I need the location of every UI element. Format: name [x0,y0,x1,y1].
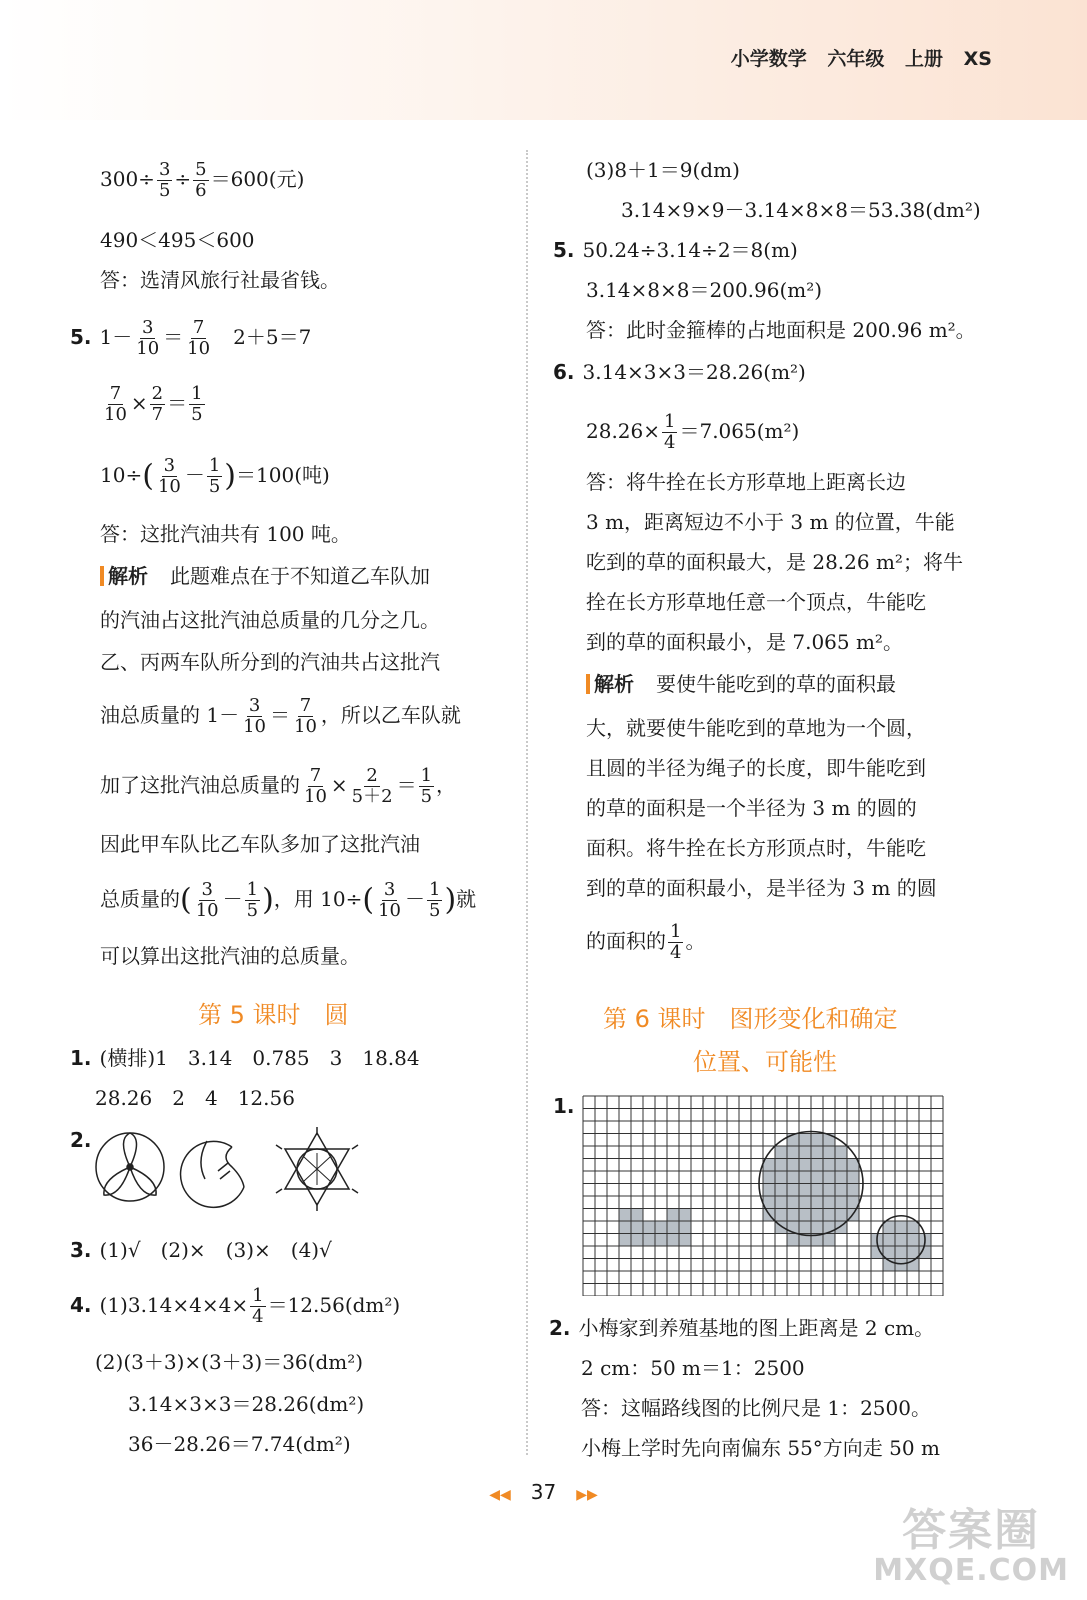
shaded-cell [787,1171,799,1184]
shaded-cell [655,1221,667,1234]
shaded-cell [667,1234,679,1247]
answer-line: $\frac{7}{10}$ × $\frac{2}{7}$ ＝ $\frac{1}{5}$ [104,383,203,425]
section-question-4: 4. (1)3.14×4×4× $\frac{1}{4}$ ＝12.56(dm²) [70,1285,401,1327]
column-divider [526,150,528,1455]
page-header [731,44,992,71]
shaded-cell [835,1171,847,1184]
answer-line: 答：此时金箍棒的占地面积是 200.96 m²。 [586,318,976,342]
analysis-line: 可以算出这批汽油的总质量。 [100,944,360,968]
analysis-line: 的面积的 $\frac{1}{4}$ 。 [586,921,706,963]
shaded-cell [847,1184,859,1197]
answer-line: 490＜495＜600 [100,228,255,252]
shaded-cell [799,1171,811,1184]
shaded-cell [811,1134,823,1147]
circle-flower-pattern [96,1133,164,1201]
shaded-cell [667,1221,679,1234]
shaded-cell [787,1184,799,1197]
analysis-line: 加了这批汽油总质量的 $\frac{7}{10}$ × $\frac{2}{5+2}$ ＝ $\frac{1}{5}$ ， [100,765,457,807]
analysis-tag: 解析 [100,566,154,586]
shaded-cell [811,1221,823,1234]
shaded-cell [811,1209,823,1222]
answer-line: 小梅上学时先向南偏东 55°方向走 50 m [581,1436,940,1460]
shaded-cell [835,1196,847,1209]
shaded-cell [787,1146,799,1159]
shaded-cell [847,1171,859,1184]
shaded-cell [823,1234,835,1247]
shaded-cell [643,1234,655,1247]
analysis-line: 大，就要使牛能吃到的草地为一个圆， [586,716,926,740]
analysis-line: 解析 此题难点在于不知道乙车队加 [100,566,430,586]
shaded-cell [835,1159,847,1172]
shaded-cell [895,1234,907,1247]
shaded-cell [775,1171,787,1184]
shaded-cell [775,1209,787,1222]
answer-line: 答：将牛拴在长方形草地上距离长边 [586,470,906,494]
shaded-cell [799,1184,811,1197]
shaded-cell [823,1159,835,1172]
shaded-cell [679,1221,691,1234]
analysis-line: 的汽油占这批汽油总质量的几分之几。 [100,608,440,632]
section-question-1: 1. (横排)1 3.14 0.785 3 18.84 [70,1046,420,1070]
shaded-cell [763,1171,775,1184]
circle-bite-pattern [181,1141,244,1207]
shaded-cell [835,1209,847,1222]
section-question-1: 1. [553,1094,575,1118]
shaded-cell [655,1234,667,1247]
answer-line: 3 m，距离短边不小于 3 m 的位置，牛能 [586,510,955,534]
star-in-circle-pattern [276,1127,358,1211]
shaded-cell [823,1184,835,1197]
header-grade: 六年级 [827,48,885,70]
answer-line: 答：选清风旅行社最省钱。 [100,268,340,292]
next-arrows-icon: ▶▶ [576,1487,598,1503]
shaded-cell [883,1234,895,1247]
answer-line: 3.14×3×3＝28.26(dm²) [128,1392,365,1416]
prev-arrows-icon: ◀◀ [489,1487,511,1503]
shaded-cell [811,1171,823,1184]
shaded-cell [799,1221,811,1234]
section-title: 位置、可能性 [693,1048,837,1076]
analysis-line: 乙、丙两车队所分到的汽油共占这批汽 [100,650,440,674]
shaded-cell [631,1234,643,1247]
shaded-cell [799,1146,811,1159]
shaded-cell [823,1146,835,1159]
shaded-cell [811,1196,823,1209]
shaded-cell [799,1196,811,1209]
section-title: 第 5 课时 圆 [198,1001,349,1029]
question-6: 6. 3.14×3×3＝28.26(m²) [553,360,806,384]
answer-line: 28.26× $\frac{1}{4}$ ＝7.065(m²) [586,411,800,453]
question-5: 5. 1－ $\frac{3}{10}$ ＝ $\frac{7}{10}$ 2＋5＝7 [70,317,312,359]
shaded-cell [835,1146,847,1159]
shaded-cell [619,1234,631,1247]
shaded-cell [799,1134,811,1147]
analysis-line: 的草的面积是一个半径为 3 m 的圆的 [586,796,917,820]
answer-line: 36－28.26＝7.74(dm²) [128,1432,351,1456]
shaded-cell [775,1196,787,1209]
shaded-cell [787,1159,799,1172]
shaded-cell [643,1221,655,1234]
answer-line: (2)(3＋3)×(3＋3)＝36(dm²) [95,1350,364,1374]
page-number: ◀◀ 37 ▶▶ [489,1480,598,1504]
analysis-line: 到的草的面积最小，是半径为 3 m 的圆 [586,876,937,900]
shaded-cell [823,1209,835,1222]
shaded-cell [823,1196,835,1209]
grid-figure [581,1094,949,1296]
analysis-line: 因此甲车队比乙车队多加了这批汽油 [100,832,420,856]
shaded-cell [907,1234,919,1247]
shaded-cell [679,1209,691,1222]
answer-line: 答：这幅路线图的比例尺是 1：2500。 [581,1396,931,1420]
watermark-logo: 答案圈 MXQE.COM [873,1505,1069,1588]
answer-line: 3.14×8×8＝200.96(m²) [586,278,823,302]
shaded-cell [799,1159,811,1172]
shaded-cell [631,1221,643,1234]
shaded-cell [799,1209,811,1222]
answer-line: 2 cm：50 m＝1：2500 [581,1356,805,1380]
answer-line: 到的草的面积最小，是 7.065 m²。 [586,630,903,654]
answer-line: 3.14×9×9－3.14×8×8＝53.38(dm²) [621,198,981,222]
shaded-cell [787,1209,799,1222]
shaded-cell [811,1159,823,1172]
shaded-cell [811,1184,823,1197]
header-volume: 上册 [905,48,944,70]
analysis-line: 面积。将牛拴在长方形顶点时，牛能吃 [586,836,926,860]
analysis-line: 且圆的半径为绳子的长度，即牛能吃到 [586,756,926,780]
answer-line: 答：这批汽油共有 100 吨。 [100,522,351,546]
shaded-cell [787,1196,799,1209]
answer-line: 28.26 2 4 12.56 [95,1086,295,1110]
answer-line: 300÷ $\frac{3}{5}$ ÷ $\frac{5}{6}$ ＝600(元) [100,159,305,201]
shaded-cell [895,1246,907,1259]
shaded-cell [787,1234,799,1247]
shaded-cell [775,1146,787,1159]
shaded-cell [667,1209,679,1222]
analysis-line: 解析 要使牛能吃到的草的面积最 [586,674,896,694]
header-edition: XS [963,48,992,70]
shaded-cell [619,1221,631,1234]
shaded-cell [811,1146,823,1159]
shaded-cell [895,1259,907,1272]
shaded-cell [763,1184,775,1197]
analysis-line: 油总质量的 1－ $\frac{3}{10}$ ＝ $\frac{7}{10}$ ，所以乙车队就 [100,695,461,737]
analysis-tag: 解析 [586,674,640,694]
shaded-cell [631,1209,643,1222]
shaded-cell [835,1184,847,1197]
answer-line: (3)8＋1＝9(dm) [586,158,740,182]
shaded-cell [895,1221,907,1234]
answer-line: 吃到的草的面积最大，是 28.26 m²；将牛 [586,550,963,574]
answer-line: 拴在长方形草地任意一个顶点，牛能吃 [586,590,926,614]
shaded-cell [619,1209,631,1222]
section-question-2: 2. 小梅家到养殖基地的图上距离是 2 cm。 [549,1316,935,1340]
shaded-cell [775,1159,787,1172]
header-subject: 小学数学 [730,48,807,70]
section-question-2: 2. [70,1128,92,1152]
section-question-3: 3. (1)√ (2)× (3)× (4)√ [70,1238,332,1262]
shaded-cell [679,1234,691,1247]
section-title: 第 6 课时 图形变化和确定 [603,1005,898,1033]
analysis-line: 总质量的( $\frac{3}{10}$ － $\frac{1}{5}$ )，用 10÷( $\frac{3}{10}$ － $\frac{1}{5}$ )就 [100,879,477,921]
circle-patterns-figure [92,1127,362,1212]
shaded-cell [775,1184,787,1197]
shaded-cell [823,1171,835,1184]
answer-line: 10÷( $\frac{3}{10}$ － $\frac{1}{5}$ )＝100(吨) [100,455,330,497]
question-5: 5. 50.24÷3.14÷2＝8(m) [553,238,798,262]
